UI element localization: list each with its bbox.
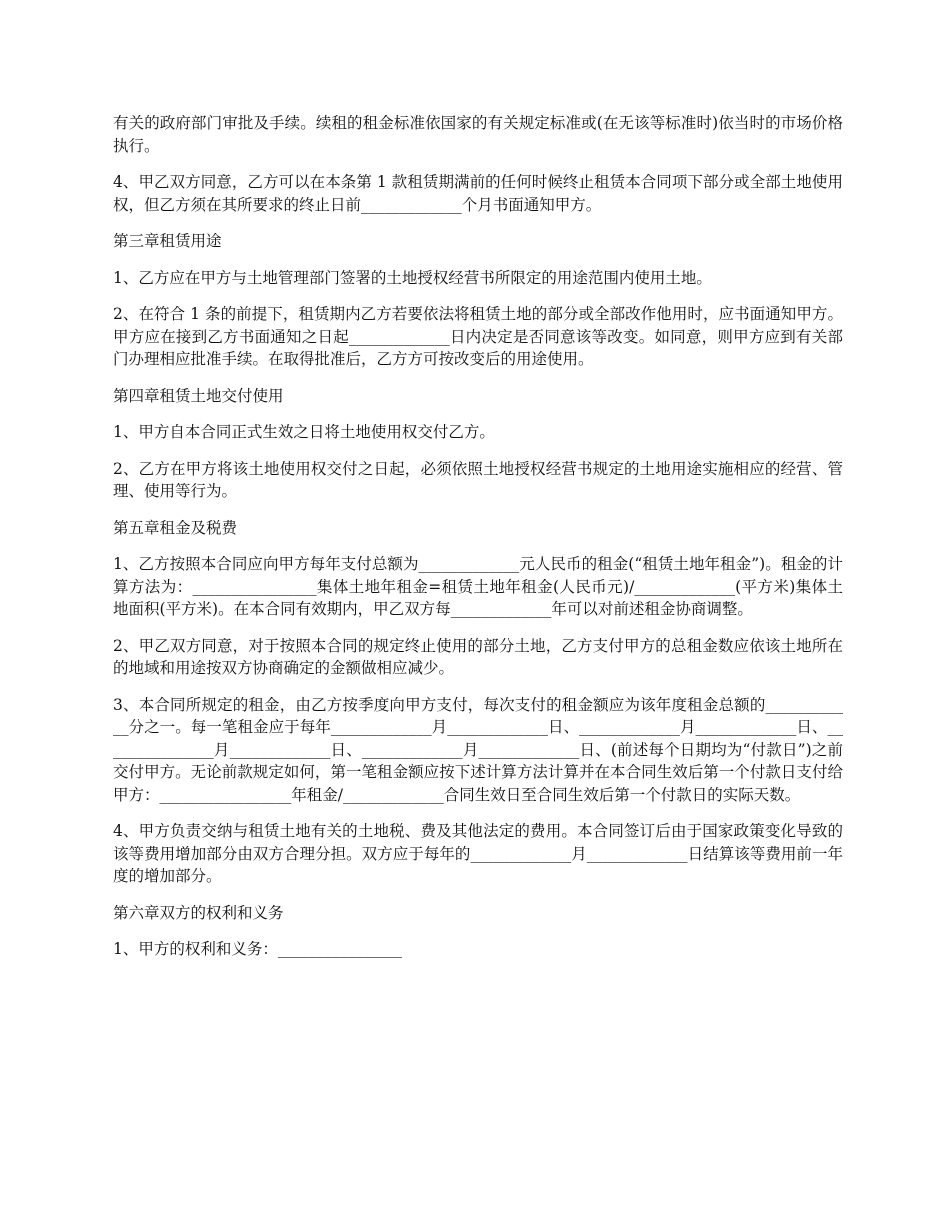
chapter-heading-4: 第四章租赁土地交付使用 [113, 386, 284, 405]
paragraph-delivery: 1、甲方自本合同正式生效之日将土地使用权交付乙方。 [113, 423, 495, 441]
chapter-heading-3: 第三章租赁用途 [113, 232, 222, 250]
paragraph-early-termination: 4、甲乙双方同意，乙方可以在本条第 1 款租赁期满前的任何时候终止租赁本合同项下部分或全部土地使用权，但乙方须在其所要求的终止日前_____________个月书面通知甲方。 [113, 173, 843, 214]
chapter-heading-6: 第六章双方的权利和义务 [113, 903, 284, 922]
paragraph-rent-reduction: 2、甲乙双方同意，对于按照本合同的规定终止使用的部分土地，乙方支付甲方的总租金数应依该土地所在的地域和用途按双方协商确定的金额做相应减少。 [113, 636, 843, 677]
paragraph-usage-obligation: 2、乙方在甲方将该土地使用权交付之日起，必须依照土地授权经营书规定的土地用途实施相应的经营、管理、使用等行为。 [113, 459, 843, 500]
chapter-heading-5: 第五章租金及税费 [113, 518, 238, 537]
paragraph-change-of-use: 2、在符合 1 条的前提下，租赁期内乙方若要依法将租赁土地的部分或全部改作他用时，应书面通知甲方。甲方应在接到乙方书面通知之日起_____________日内决定是否同意该等改变。如同意，则甲方应到有关部门办理相应批准手续。在取得批准后，乙方方可按改变后的用途使用。 [113, 305, 843, 368]
paragraph-renewal-rent: 有关的政府部门审批及手续。续租的租金标准依国家的有关规定标准或(在无该等标准时)依当时的市场价格执行。 [113, 114, 843, 155]
paragraph-quarterly-payment: 3、本合同所规定的租金，由乙方按季度向甲方支付，每次支付的租金额应为该年度租金总额的____________分之一。每一笔租金应于每年_____________月_____________日、_____________月_____________日、_______________月_____________日、_____________月_____________日、(前述每个日期均为“付款日”)之前交付甲方。无论前款规定如何，第一笔租金额应按下述计算方法计算并在本合同生效后第一个付款日支付给甲方：_________________年租金/_____________合同生效日至合同生效后第一个付款日的实际天数。 [113, 695, 843, 804]
paragraph-land-use-scope: 1、乙方应在甲方与土地管理部门签署的土地授权经营书所限定的用途范围内使用土地。 [113, 268, 712, 287]
document-body [113, 112, 843, 975]
paragraph-annual-rent: 1、乙方按照本合同应向甲方每年支付总额为_____________元人民币的租金(“租赁土地年租金”)。租金的计算方法为：________________集体土地年租金=租赁土地年租金(人民币元)/_____________(平方米)集体土地面积(平方米)。在本合同有效期内，甲乙双方每_____________年可以对前述租金协商调整。 [113, 555, 843, 618]
paragraph-taxes-fees: 4、甲方负责交纳与租赁土地有关的土地税、费及其他法定的费用。本合同签订后由于国家政策变化导致的该等费用增加部分由双方合理分担。双方应于每年的_____________月_____________日结算该等费用前一年度的增加部分。 [113, 822, 843, 885]
paragraph-party-a-rights: 1、甲方的权利和义务：________________ [113, 940, 402, 958]
